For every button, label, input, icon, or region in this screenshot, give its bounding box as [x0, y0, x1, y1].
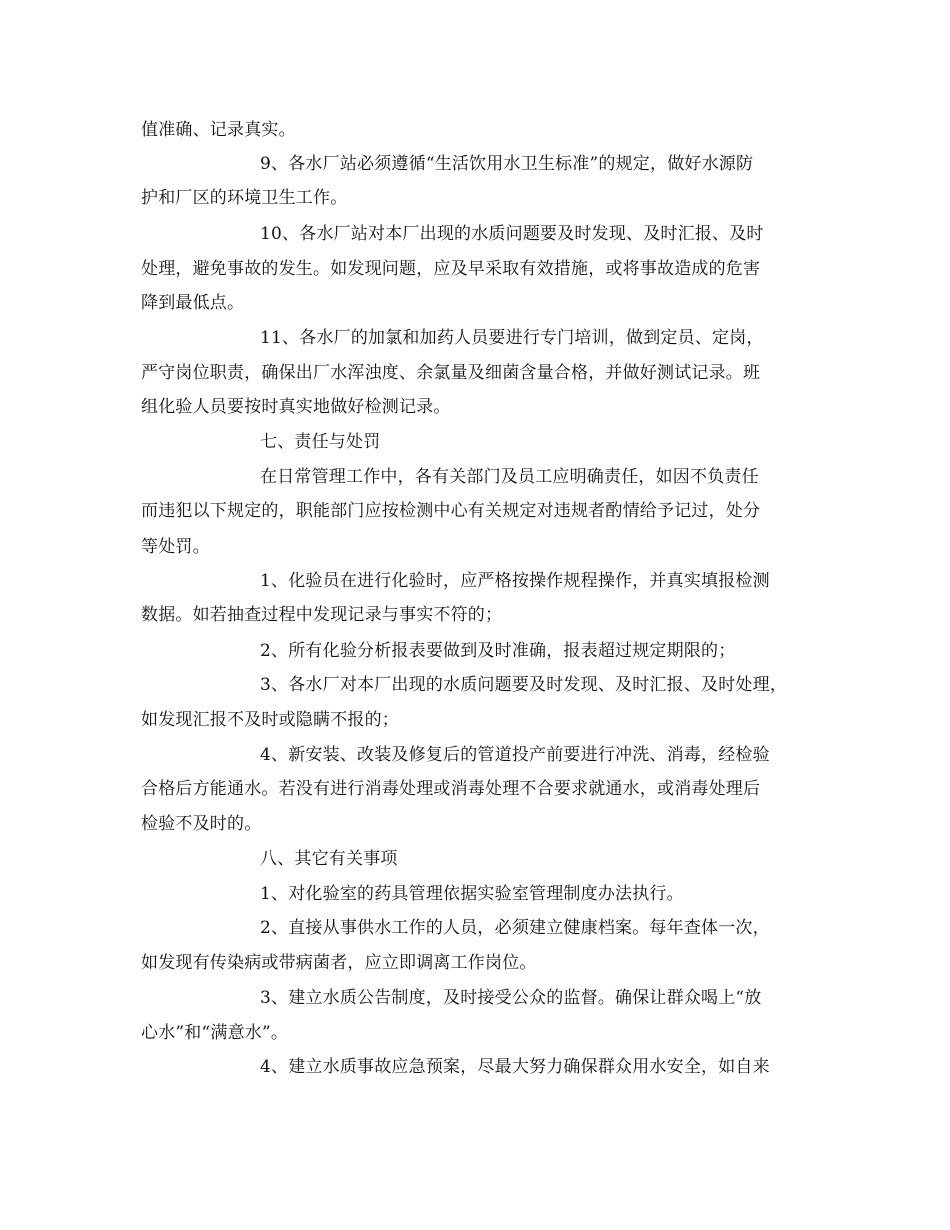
text-line-15: 数据。如若抽查过程中发现记录与事实不符的； — [141, 605, 503, 625]
text-line-4: 10、各水厂站对本厂出现的水质问题要及时发现、及时汇报、及时 — [260, 224, 764, 244]
text-line-2: 9、各水厂站必须遵循“生活饮用水卫生标准”的规定，做好水源防 — [260, 154, 754, 174]
text-line-17: 3、各水厂对本厂出现的水质问题要及时发现、及时汇报、及时处理， — [260, 675, 788, 695]
text-line-18: 如发现汇报不及时或隐瞒不报的； — [141, 710, 399, 730]
text-line-16: 2、所有化验分析报表要做到及时准确，报表超过规定期限的； — [260, 641, 736, 661]
text-line-11: 在日常管理工作中，各有关部门及员工应明确责任，如因不负责任 — [260, 467, 759, 487]
text-line-1: 值准确、记录真实。 — [141, 120, 296, 140]
text-line-8: 严守岗位职责，确保出厂水浑浊度、余氯量及细菌含量合格，并做好测试记录。班 — [141, 363, 761, 383]
text-line-6: 降到最低点。 — [141, 293, 245, 313]
text-line-7: 11、各水厂的加氯和加药人员要进行专门培训，做到定员、定岗， — [260, 328, 764, 348]
text-line-5: 处理，避免事故的发生。如发现问题，应及早采取有效措施，或将事故造成的危害 — [141, 259, 761, 279]
text-line-25: 如发现有传染病或带病菌者，应立即调离工作岗位。 — [141, 953, 537, 973]
text-line-14: 1、化验员在进行化验时，应严格按操作规程操作，并真实填报检测 — [260, 571, 770, 591]
text-line-3: 护和厂区的环境卫生工作。 — [141, 188, 348, 208]
section-heading-8: 八、其它有关事项 — [260, 849, 398, 869]
text-line-20: 合格后方能通水。若没有进行消毒处理或消毒处理不合要求就通水，或消毒处理后 — [141, 779, 761, 799]
text-line-12: 而违犯以下规定的，职能部门应按检测中心有关规定对违规者酌情给予记过，处分 — [141, 501, 761, 521]
text-line-21: 检验不及时的。 — [141, 814, 262, 834]
text-line-9: 组化验人员要按时真实地做好检测记录。 — [141, 397, 451, 417]
text-line-26: 3、建立水质公告制度，及时接受公众的监督。确保让群众喝上“放 — [260, 988, 762, 1008]
section-heading-7: 七、责任与处罚 — [260, 432, 381, 452]
text-line-27: 心水”和“满意水”。 — [141, 1023, 289, 1043]
text-line-13: 等处罚。 — [141, 537, 210, 557]
text-line-23: 1、对化验室的药具管理依据实验室管理制度办法执行。 — [260, 884, 684, 904]
text-line-24: 2、直接从事供水工作的人员，必须建立健康档案。每年查体一次， — [260, 918, 770, 938]
text-line-19: 4、新安装、改装及修复后的管道投产前要进行冲洗、消毒，经检验 — [260, 745, 770, 765]
text-line-28: 4、建立水质事故应急预案，尽最大努力确保群众用水安全，如自来 — [260, 1057, 770, 1077]
